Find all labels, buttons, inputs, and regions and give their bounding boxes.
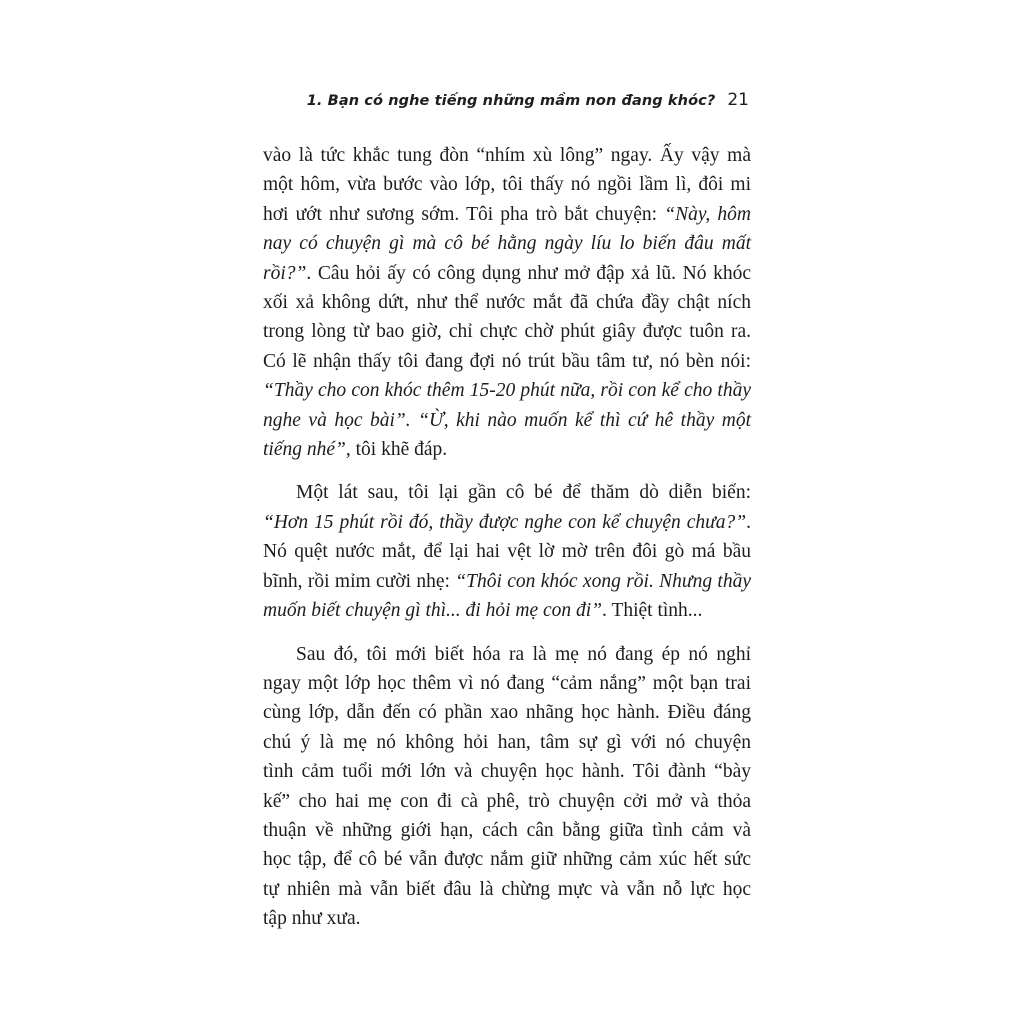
italic-quote: nghe và học bài”. “Ừ, khi nào muốn kể thì cứ hê thầy một (263, 409, 751, 431)
text-line (263, 170, 751, 199)
text-run: bĩnh, rồi mỉm cười nhẹ: (263, 570, 456, 592)
text-line (263, 141, 751, 170)
text-run: kế” cho hai mẹ con đi cà phê, trò chuyện cởi mở và thỏa (263, 790, 751, 812)
text-line (263, 259, 751, 288)
text-run: . (746, 511, 751, 533)
italic-quote: “Thôi con khóc xong rồi. Nhưng thầy (455, 570, 752, 592)
text-run: trong lòng từ bao giờ, chỉ chực chờ phút giây được tuôn ra. (263, 321, 751, 343)
text-run: tự nhiên mà vẫn biết đâu là chừng mực và vẫn nỗ lực học (263, 878, 751, 900)
text-line (263, 567, 751, 596)
text-run: Sau đó, tôi mới biết hóa ra là mẹ nó đang ép nó nghỉ (296, 643, 751, 665)
text-line (263, 537, 751, 566)
italic-quote: “Hơn 15 phút rồi đó, thầy được nghe con kể chuyện chưa?” (263, 511, 747, 533)
text-run: chú ý là mẹ nó không hỏi han, tâm sự gì với nó chuyện (263, 731, 751, 753)
text-line (263, 757, 751, 786)
text-run: xối xả không dứt, như thể nước mắt đã chứa đầy chật ních (263, 292, 751, 314)
paragraph (263, 640, 751, 934)
text-run: tình cảm tuổi mới lớn và chuyện học hành. Tôi đành “bày (263, 761, 751, 783)
text-run: . Câu hỏi ấy có công dụng như mở đập xả lũ. Nó khóc (306, 262, 751, 284)
text-line (263, 347, 751, 376)
text-line (263, 435, 751, 464)
text-line (263, 728, 751, 757)
text-line (263, 904, 751, 933)
text-run: vào là tức khắc tung đòn “nhím xù lông” ngay. Ấy vậy mà (263, 145, 751, 166)
text-line (263, 478, 751, 507)
page-number: 21 (727, 90, 749, 110)
text-line (263, 406, 751, 435)
text-run: ngay một lớp học thêm vì nó đang “cảm nắng” một bạn trai (263, 672, 751, 694)
text-run: . Thiệt tình... (602, 600, 703, 622)
italic-quote: rồi?” (263, 262, 307, 284)
text-run: học tập, để cô bé vẫn được nắm giữ những cảm xúc hết sức (263, 849, 751, 871)
text-run: cùng lớp, dẫn đến có phần xao nhãng học hành. Điều đáng (263, 702, 751, 724)
text-run: thuận về những giới hạn, cách cân bằng giữa tình cảm và (263, 819, 751, 841)
text-line (263, 229, 751, 258)
chapter-title: 1. Bạn có nghe tiếng những mầm non đang khóc? (306, 93, 716, 109)
text-line (263, 816, 751, 845)
text-line (263, 698, 751, 727)
text-run: tập như xưa. (263, 908, 361, 930)
italic-quote: tiếng nhé” (263, 439, 346, 461)
running-header (307, 90, 749, 116)
text-line (263, 845, 751, 874)
italic-quote: “Này, hôm (664, 203, 751, 225)
text-line (263, 288, 751, 317)
text-run: hơi ướt như sương sớm. Tôi pha trò bắt chuyện: (263, 203, 665, 225)
text-run: một hôm, vừa bước vào lớp, tôi thấy nó ngồi lầm lì, đôi mi (263, 174, 751, 196)
body-text (263, 141, 751, 934)
text-line (263, 317, 751, 346)
text-line (263, 200, 751, 229)
text-run: Một lát sau, tôi lại gần cô bé để thăm dò diễn biến: (296, 482, 751, 504)
text-line (263, 640, 751, 669)
text-line (263, 376, 751, 405)
text-run: Có lẽ nhận thấy tôi đang đợi nó trút bầu tâm tư, nó bèn nói: (263, 350, 751, 372)
italic-quote: muốn biết chuyện gì thì... đi hỏi mẹ con đi” (263, 600, 603, 622)
italic-quote: nay có chuyện gì mà cô bé hằng ngày líu lo biến đâu mất (263, 233, 751, 255)
paragraph (263, 141, 751, 464)
text-run: Nó quệt nước mắt, để lại hai vệt lờ mờ trên đôi gò má bầu (263, 541, 751, 563)
paragraph (263, 478, 751, 625)
text-line (263, 508, 751, 537)
text-line (263, 875, 751, 904)
text-line (263, 596, 751, 625)
text-run: , tôi khẽ đáp. (345, 439, 448, 461)
italic-quote: “Thầy cho con khóc thêm 15-20 phút nữa, rồi con kể cho thầy (263, 380, 751, 402)
text-line (263, 787, 751, 816)
text-line (263, 669, 751, 698)
